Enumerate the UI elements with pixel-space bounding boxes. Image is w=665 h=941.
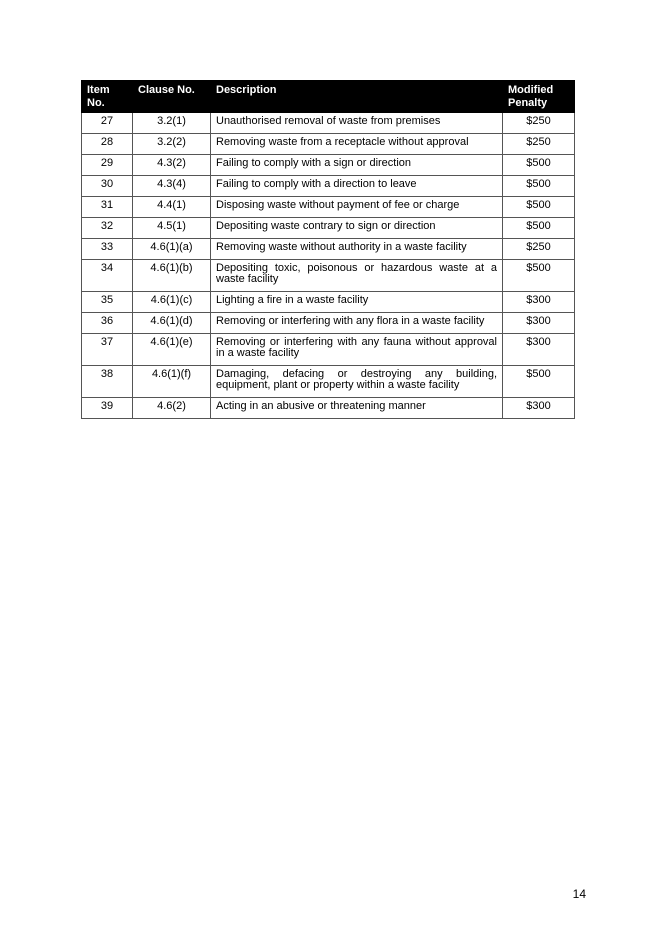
penalty: $300 [503, 292, 575, 313]
description: Removing or interfering with any fauna without approval in a waste facility [211, 334, 503, 366]
description: Acting in an abusive or threatening manner [211, 398, 503, 419]
item-number: 37 [82, 334, 133, 366]
clause-number: 4.6(1)(e) [133, 334, 211, 366]
header-item: Item No. [82, 81, 133, 113]
header-penalty: Modified Penalty [503, 81, 575, 113]
table-row [82, 398, 575, 419]
clause-number: 4.6(2) [133, 398, 211, 419]
table-row [82, 260, 575, 292]
description: Lighting a fire in a waste facility [211, 292, 503, 313]
penalty: $250 [503, 113, 575, 134]
table-row [82, 197, 575, 218]
item-number: 31 [82, 197, 133, 218]
header-clause: Clause No. [133, 81, 211, 113]
item-number: 33 [82, 239, 133, 260]
table-row [82, 313, 575, 334]
penalty: $500 [503, 155, 575, 176]
clause-number: 4.3(4) [133, 176, 211, 197]
table-row [82, 366, 575, 398]
table-row [82, 218, 575, 239]
item-number: 30 [82, 176, 133, 197]
item-number: 38 [82, 366, 133, 398]
penalty: $300 [503, 313, 575, 334]
description: Removing waste without authority in a waste facility [211, 239, 503, 260]
page-number: 14 [572, 887, 586, 901]
penalty: $250 [503, 134, 575, 155]
penalty: $500 [503, 218, 575, 239]
clause-number: 4.3(2) [133, 155, 211, 176]
penalty: $500 [503, 366, 575, 398]
item-number: 34 [82, 260, 133, 292]
table-row [82, 292, 575, 313]
table-row [82, 155, 575, 176]
penalty: $250 [503, 239, 575, 260]
penalty: $500 [503, 260, 575, 292]
description: Removing or interfering with any flora in a waste facility [211, 313, 503, 334]
description: Depositing waste contrary to sign or direction [211, 218, 503, 239]
item-number: 39 [82, 398, 133, 419]
clause-number: 3.2(2) [133, 134, 211, 155]
clause-number: 4.6(1)(c) [133, 292, 211, 313]
penalty: $500 [503, 176, 575, 197]
table-row [82, 134, 575, 155]
penalty-table [81, 80, 575, 419]
penalty: $300 [503, 334, 575, 366]
item-number: 27 [82, 113, 133, 134]
table-row [82, 334, 575, 366]
item-number: 29 [82, 155, 133, 176]
item-number: 36 [82, 313, 133, 334]
penalty: $500 [503, 197, 575, 218]
clause-number: 4.6(1)(d) [133, 313, 211, 334]
item-number: 32 [82, 218, 133, 239]
clause-number: 4.6(1)(a) [133, 239, 211, 260]
clause-number: 3.2(1) [133, 113, 211, 134]
clause-number: 4.5(1) [133, 218, 211, 239]
clause-number: 4.4(1) [133, 197, 211, 218]
description: Unauthorised removal of waste from premises [211, 113, 503, 134]
penalty: $300 [503, 398, 575, 419]
header-row [82, 81, 575, 113]
clause-number: 4.6(1)(f) [133, 366, 211, 398]
description: Removing waste from a receptacle without approval [211, 134, 503, 155]
item-number: 28 [82, 134, 133, 155]
description: Failing to comply with a sign or direction [211, 155, 503, 176]
description: Disposing waste without payment of fee or charge [211, 197, 503, 218]
header-description: Description [211, 81, 503, 113]
description: Depositing toxic, poisonous or hazardous waste at a waste facility [211, 260, 503, 292]
table-row [82, 113, 575, 134]
table-row [82, 176, 575, 197]
clause-number: 4.6(1)(b) [133, 260, 211, 292]
description: Failing to comply with a direction to leave [211, 176, 503, 197]
table-row [82, 239, 575, 260]
item-number: 35 [82, 292, 133, 313]
description: Damaging, defacing or destroying any building, equipment, plant or property within a waste facility [211, 366, 503, 398]
